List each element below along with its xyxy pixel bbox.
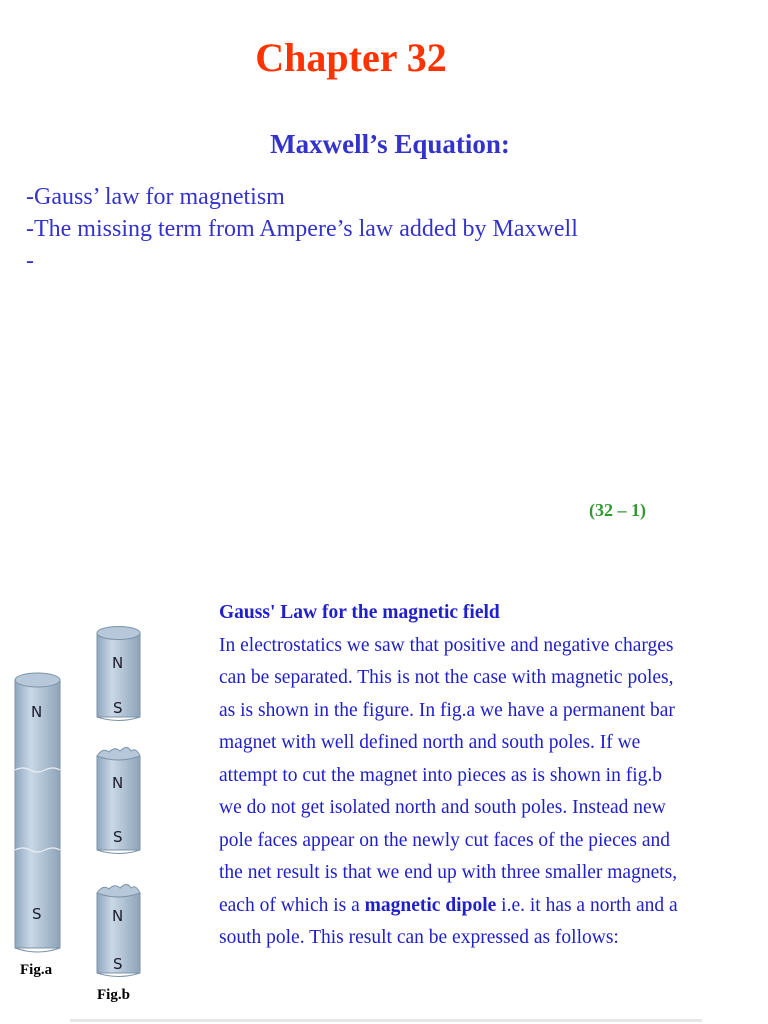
paragraph-line: as is shown in the figure. In fig.a we have a permanent bar [219,699,675,721]
south-pole-label: S [113,699,123,717]
south-pole-label: S [113,828,123,846]
magnetic-dipole-term: magnetic dipole [364,894,497,916]
north-pole-label: N [112,907,124,925]
bullet-item: -Gauss’ law for magnetism [26,184,285,210]
magnet-piece-1 [97,627,140,721]
text-run: i.e. it has a north and a [496,894,678,916]
bullet-item: -The missing term from Ampere’s law added by Maxwell [26,216,578,242]
paragraph-line: pole faces appear on the newly cut faces of the pieces and [219,829,670,851]
paragraph-line: the net result is that we end up with three smaller magnets, [219,862,678,883]
text-run: each of which is a [219,894,365,916]
bar-magnet-fig-a [15,673,60,952]
paragraph-line: attempt to cut the magnet into pieces as is shown in fig.b [219,764,662,786]
paragraph-heading: Gauss' Law for the magnetic field [219,602,500,623]
south-pole-label: S [32,905,42,923]
equation-number: (32 – 1) [589,500,646,520]
magnet-piece-2 [97,748,140,854]
magnet-piece-3 [97,885,140,977]
paragraph-line: south pole. This result can be expressed as follows: [219,927,619,948]
section-title: Maxwell’s Equation: [270,129,510,159]
north-pole-label: N [112,654,124,672]
south-pole-label: S [113,955,123,973]
paragraph-line: can be separated. This is not the case with magnetic poles, [219,667,674,688]
chapter-title: Chapter 32 [255,35,447,80]
bullet-item: - [26,248,34,274]
paragraph-line: we do not get isolated north and south poles. Instead new [219,797,666,818]
paragraph-line: In electrostatics we saw that positive and negative charges [219,634,674,656]
fig-a-label: Fig.a [20,962,53,978]
north-pole-label: N [112,774,124,792]
paragraph-line: magnet with well defined north and south poles. If we [219,732,641,753]
bottom-divider [70,1019,702,1022]
north-pole-label: N [31,703,43,721]
fig-b-label: Fig.b [97,987,130,1003]
